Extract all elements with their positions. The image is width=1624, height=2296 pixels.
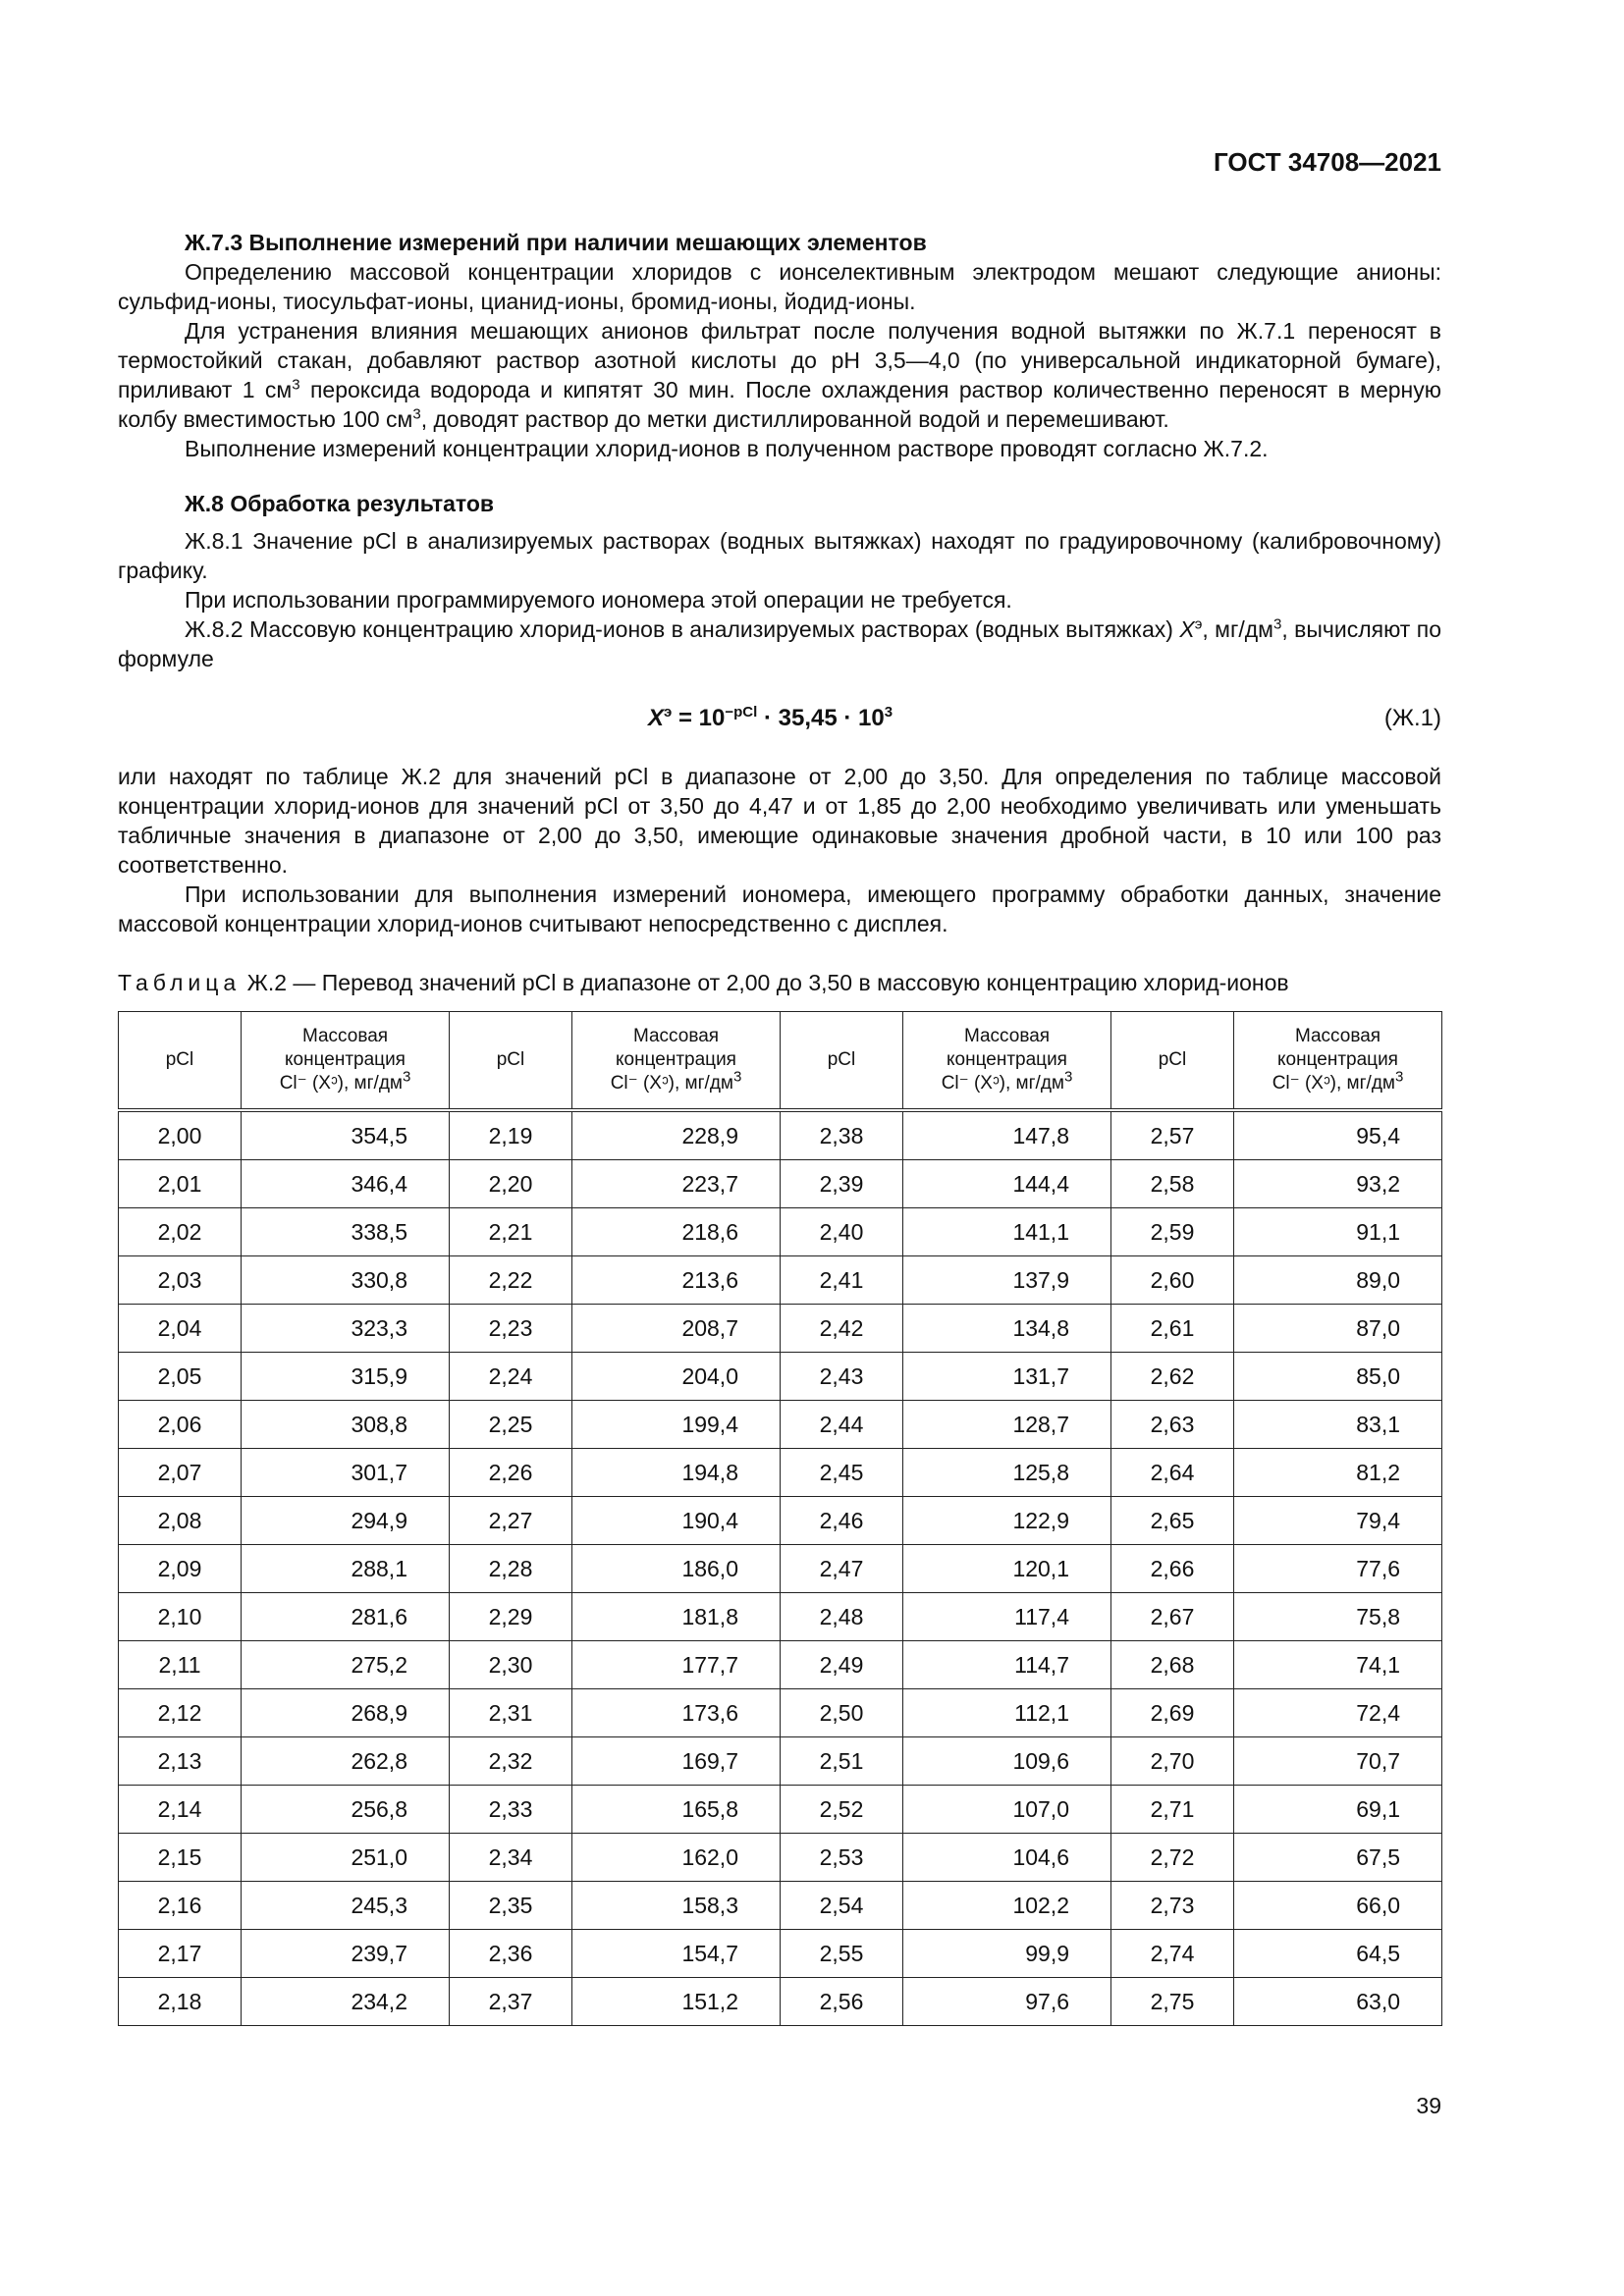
pcl-cell: 2,19 xyxy=(450,1110,572,1160)
paragraph: Ж.8.1 Значение pCl в анализируемых растворах (водных вытяжках) находят по градуировочному (калибровочному) графику. xyxy=(118,528,1441,583)
mass-concentration-cell: 330,8 xyxy=(242,1256,450,1305)
mass-concentration-cell: 87,0 xyxy=(1234,1305,1442,1353)
pcl-cell: 2,68 xyxy=(1111,1641,1234,1689)
col-header-pcl: pCl xyxy=(781,1012,903,1111)
pcl-cell: 2,35 xyxy=(450,1882,572,1930)
table-header-row xyxy=(119,1012,1442,1111)
pcl-cell: 2,08 xyxy=(119,1497,242,1545)
mass-concentration-cell: 204,0 xyxy=(572,1353,781,1401)
mass-concentration-cell: 79,4 xyxy=(1234,1497,1442,1545)
pcl-cell: 2,46 xyxy=(781,1497,903,1545)
mass-concentration-cell: 83,1 xyxy=(1234,1401,1442,1449)
pcl-cell: 2,10 xyxy=(119,1593,242,1641)
table-row xyxy=(119,1786,1442,1834)
formula-number: (Ж.1) xyxy=(1383,705,1441,731)
mass-concentration-cell: 181,8 xyxy=(572,1593,781,1641)
table-row xyxy=(119,1160,1442,1208)
mass-concentration-cell: 315,9 xyxy=(242,1353,450,1401)
mass-concentration-cell: 102,2 xyxy=(903,1882,1111,1930)
page-number: 39 xyxy=(1416,2093,1441,2118)
table-row xyxy=(119,1641,1442,1689)
col-header-pcl: pCl xyxy=(450,1012,572,1111)
mass-concentration-cell: 114,7 xyxy=(903,1641,1111,1689)
pcl-cell: 2,70 xyxy=(1111,1737,1234,1786)
pcl-cell: 2,14 xyxy=(119,1786,242,1834)
table-row xyxy=(119,1256,1442,1305)
mass-concentration-cell: 346,4 xyxy=(242,1160,450,1208)
table-row xyxy=(119,1545,1442,1593)
pcl-cell: 2,59 xyxy=(1111,1208,1234,1256)
mass-concentration-cell: 91,1 xyxy=(1234,1208,1442,1256)
pcl-cell: 2,40 xyxy=(781,1208,903,1256)
pcl-cell: 2,26 xyxy=(450,1449,572,1497)
pcl-cell: 2,65 xyxy=(1111,1497,1234,1545)
pcl-cell: 2,42 xyxy=(781,1305,903,1353)
table-row xyxy=(119,1497,1442,1545)
mass-concentration-cell: 218,6 xyxy=(572,1208,781,1256)
table-row xyxy=(119,1882,1442,1930)
table-row xyxy=(119,1305,1442,1353)
table-row xyxy=(119,1208,1442,1256)
section-after-formula xyxy=(118,762,1441,938)
pcl-cell: 2,71 xyxy=(1111,1786,1234,1834)
mass-concentration-cell: 275,2 xyxy=(242,1641,450,1689)
mass-concentration-cell: 154,7 xyxy=(572,1930,781,1978)
pcl-cell: 2,22 xyxy=(450,1256,572,1305)
pcl-cell: 2,53 xyxy=(781,1834,903,1882)
table-row xyxy=(119,1834,1442,1882)
pcl-cell: 2,05 xyxy=(119,1353,242,1401)
pcl-cell: 2,74 xyxy=(1111,1930,1234,1978)
mass-concentration-cell: 85,0 xyxy=(1234,1353,1442,1401)
mass-concentration-cell: 93,2 xyxy=(1234,1160,1442,1208)
pcl-cell: 2,61 xyxy=(1111,1305,1234,1353)
pcl-cell: 2,11 xyxy=(119,1641,242,1689)
mass-concentration-cell: 294,9 xyxy=(242,1497,450,1545)
pcl-cell: 2,03 xyxy=(119,1256,242,1305)
mass-concentration-cell: 190,4 xyxy=(572,1497,781,1545)
mass-concentration-cell: 338,5 xyxy=(242,1208,450,1256)
pcl-cell: 2,54 xyxy=(781,1882,903,1930)
mass-concentration-cell: 194,8 xyxy=(572,1449,781,1497)
pcl-cell: 2,51 xyxy=(781,1737,903,1786)
pcl-cell: 2,64 xyxy=(1111,1449,1234,1497)
mass-concentration-cell: 162,0 xyxy=(572,1834,781,1882)
mass-concentration-cell: 262,8 xyxy=(242,1737,450,1786)
mass-concentration-cell: 199,4 xyxy=(572,1401,781,1449)
formula-zh-1 xyxy=(118,705,1441,738)
section-zh-7-3 xyxy=(118,228,1441,463)
pcl-cell: 2,18 xyxy=(119,1978,242,2026)
pcl-cell: 2,55 xyxy=(781,1930,903,1978)
mass-concentration-cell: 69,1 xyxy=(1234,1786,1442,1834)
pcl-cell: 2,00 xyxy=(119,1110,242,1160)
formula-expression: $X^э = 10^{-pCl} \cdot 35,45 \cdot 10^3$ xyxy=(648,704,893,731)
pcl-cell: 2,33 xyxy=(450,1786,572,1834)
pcl-cell: 2,41 xyxy=(781,1256,903,1305)
pcl-cell: 2,58 xyxy=(1111,1160,1234,1208)
section-title-7-3: Ж.7.3 Выполнение измерений при наличии мешающих элементов xyxy=(185,230,927,255)
mass-concentration-cell: 323,3 xyxy=(242,1305,450,1353)
mass-concentration-cell: 66,0 xyxy=(1234,1882,1442,1930)
pcl-cell: 2,52 xyxy=(781,1786,903,1834)
table-row xyxy=(119,1401,1442,1449)
mass-concentration-cell: 122,9 xyxy=(903,1497,1111,1545)
paragraph: При использовании для выполнения измерений иономера, имеющего программу обработки данных, значение массовой концентрации хлорид-ионов считывают непосредственно с дисплея. xyxy=(118,881,1441,936)
pcl-cell: 2,01 xyxy=(119,1160,242,1208)
mass-concentration-cell: 99,9 xyxy=(903,1930,1111,1978)
mass-concentration-cell: 89,0 xyxy=(1234,1256,1442,1305)
pcl-cell: 2,27 xyxy=(450,1497,572,1545)
mass-concentration-cell: 141,1 xyxy=(903,1208,1111,1256)
pcl-cell: 2,72 xyxy=(1111,1834,1234,1882)
pcl-cell: 2,48 xyxy=(781,1593,903,1641)
pcl-cell: 2,69 xyxy=(1111,1689,1234,1737)
paragraph: Выполнение измерений концентрации хлорид-ионов в полученном растворе проводят согласно Ж.7.2. xyxy=(185,436,1269,461)
table-body xyxy=(119,1110,1442,2026)
col-header-pcl: pCl xyxy=(119,1012,242,1111)
pcl-cell: 2,60 xyxy=(1111,1256,1234,1305)
pcl-cell: 2,24 xyxy=(450,1353,572,1401)
paragraph: При использовании программируемого иономера этой операции не требуется. xyxy=(185,587,1012,613)
pcl-cell: 2,30 xyxy=(450,1641,572,1689)
section-zh-8 xyxy=(118,489,1441,673)
conversion-table xyxy=(118,1011,1442,2026)
mass-concentration-cell: 245,3 xyxy=(242,1882,450,1930)
pcl-cell: 2,16 xyxy=(119,1882,242,1930)
pcl-cell: 2,50 xyxy=(781,1689,903,1737)
col-header-mass: Массовая концентрация Cl⁻ (Xᵓ), $мг/дм^3$ xyxy=(1234,1012,1442,1111)
document-header: ГОСТ 34708—2021 xyxy=(1214,147,1441,177)
mass-concentration-cell: 281,6 xyxy=(242,1593,450,1641)
mass-concentration-cell: 109,6 xyxy=(903,1737,1111,1786)
mass-concentration-cell: 77,6 xyxy=(1234,1545,1442,1593)
table-row xyxy=(119,1110,1442,1160)
mass-concentration-cell: 137,9 xyxy=(903,1256,1111,1305)
mass-concentration-cell: 70,7 xyxy=(1234,1737,1442,1786)
mass-concentration-cell: 301,7 xyxy=(242,1449,450,1497)
section-title-8: Ж.8 Обработка результатов xyxy=(185,491,495,516)
mass-concentration-cell: 186,0 xyxy=(572,1545,781,1593)
mass-concentration-cell: 74,1 xyxy=(1234,1641,1442,1689)
mass-concentration-cell: 67,5 xyxy=(1234,1834,1442,1882)
pcl-cell: 2,23 xyxy=(450,1305,572,1353)
pcl-cell: 2,07 xyxy=(119,1449,242,1497)
pcl-cell: 2,44 xyxy=(781,1401,903,1449)
table-row xyxy=(119,1593,1442,1641)
pcl-cell: 2,62 xyxy=(1111,1353,1234,1401)
paragraph: Определению массовой концентрации хлоридов с ионселективным электродом мешают следующие анионы: сульфид-ионы, тиосульфат-ионы, цианид-ионы, бромид-ионы, йодид-ионы. xyxy=(118,259,1441,314)
pcl-cell: 2,36 xyxy=(450,1930,572,1978)
col-header-pcl: pCl xyxy=(1111,1012,1234,1111)
pcl-cell: 2,17 xyxy=(119,1930,242,1978)
mass-concentration-cell: 117,4 xyxy=(903,1593,1111,1641)
pcl-cell: 2,09 xyxy=(119,1545,242,1593)
pcl-cell: 2,31 xyxy=(450,1689,572,1737)
table-row xyxy=(119,1930,1442,1978)
table-row xyxy=(119,1449,1442,1497)
pcl-cell: 2,75 xyxy=(1111,1978,1234,2026)
mass-concentration-cell: 354,5 xyxy=(242,1110,450,1160)
mass-concentration-cell: 308,8 xyxy=(242,1401,450,1449)
mass-concentration-cell: 169,7 xyxy=(572,1737,781,1786)
pcl-cell: 2,34 xyxy=(450,1834,572,1882)
pcl-cell: 2,20 xyxy=(450,1160,572,1208)
pcl-cell: 2,56 xyxy=(781,1978,903,2026)
mass-concentration-cell: 134,8 xyxy=(903,1305,1111,1353)
mass-concentration-cell: 72,4 xyxy=(1234,1689,1442,1737)
mass-concentration-cell: 144,4 xyxy=(903,1160,1111,1208)
mass-concentration-cell: 131,7 xyxy=(903,1353,1111,1401)
mass-concentration-cell: 177,7 xyxy=(572,1641,781,1689)
mass-concentration-cell: 97,6 xyxy=(903,1978,1111,2026)
pcl-cell: 2,57 xyxy=(1111,1110,1234,1160)
pcl-cell: 2,47 xyxy=(781,1545,903,1593)
pcl-cell: 2,15 xyxy=(119,1834,242,1882)
mass-concentration-cell: 104,6 xyxy=(903,1834,1111,1882)
col-header-mass: Массовая концентрация Cl⁻ (Xᵓ), $мг/дм^3$ xyxy=(903,1012,1111,1111)
mass-concentration-cell: 75,8 xyxy=(1234,1593,1442,1641)
table-row xyxy=(119,1689,1442,1737)
mass-concentration-cell: 288,1 xyxy=(242,1545,450,1593)
pcl-cell: 2,37 xyxy=(450,1978,572,2026)
pcl-cell: 2,38 xyxy=(781,1110,903,1160)
col-header-mass: Массовая концентрация Cl⁻ (Xᵓ), $мг/дм^3$ xyxy=(242,1012,450,1111)
mass-concentration-cell: 165,8 xyxy=(572,1786,781,1834)
pcl-cell: 2,13 xyxy=(119,1737,242,1786)
pcl-cell: 2,06 xyxy=(119,1401,242,1449)
table-caption: Таблица Ж.2 — Перевод значений pCl в диапазоне от 2,00 до 3,50 в массовую концентрацию хлорид-ионов xyxy=(118,970,1289,995)
mass-concentration-cell: 268,9 xyxy=(242,1689,450,1737)
pcl-cell: 2,49 xyxy=(781,1641,903,1689)
mass-concentration-cell: 234,2 xyxy=(242,1978,450,2026)
pcl-cell: 2,73 xyxy=(1111,1882,1234,1930)
mass-concentration-cell: 239,7 xyxy=(242,1930,450,1978)
table-row xyxy=(119,1978,1442,2026)
mass-concentration-cell: 81,2 xyxy=(1234,1449,1442,1497)
mass-concentration-cell: 223,7 xyxy=(572,1160,781,1208)
pcl-cell: 2,28 xyxy=(450,1545,572,1593)
paragraph: Ж.8.2 Массовую концентрацию хлорид-ионов в анализируемых растворах (водных вытяжках) $X^э$, $мг/дм^3$, вычисляют по формуле xyxy=(118,615,1441,671)
mass-concentration-cell: 158,3 xyxy=(572,1882,781,1930)
pcl-cell: 2,32 xyxy=(450,1737,572,1786)
paragraph: Для устранения влияния мешающих анионов фильтрат после получения водной вытяжки по Ж.7.1 переносят в термостойкий стакан, добавляют раствор азотной кислоты до pH 3,5—4,0 (по универсальной индикаторной бумаге), приливают 1 $см^3$ пероксида водорода и кипятят 30 мин. После охлаждения раствор количественно переносят в мерную колбу вместимостью 100 $см^3$, доводят раствор до метки дистиллированной водой и перемешивают. xyxy=(118,318,1441,432)
pcl-cell: 2,02 xyxy=(119,1208,242,1256)
mass-concentration-cell: 173,6 xyxy=(572,1689,781,1737)
mass-concentration-cell: 128,7 xyxy=(903,1401,1111,1449)
mass-concentration-cell: 64,5 xyxy=(1234,1930,1442,1978)
col-header-mass: Массовая концентрация Cl⁻ (Xᵓ), $мг/дм^3$ xyxy=(572,1012,781,1111)
pcl-cell: 2,67 xyxy=(1111,1593,1234,1641)
mass-concentration-cell: 125,8 xyxy=(903,1449,1111,1497)
pcl-cell: 2,66 xyxy=(1111,1545,1234,1593)
mass-concentration-cell: 213,6 xyxy=(572,1256,781,1305)
pcl-cell: 2,39 xyxy=(781,1160,903,1208)
pcl-cell: 2,29 xyxy=(450,1593,572,1641)
paragraph: или находят по таблице Ж.2 для значений pCl в диапазоне от 2,00 до 3,50. Для определения по таблице массовой концентрации хлорид-ионов для значений pCl от 3,50 до 4,47 и от 1,85 до 2,00 необходимо увеличивать или уменьшать табличные значения в диапазоне от 2,00 до 3,50, имеющие одинаковые значения дробной части, в 10 или 100 раз соответственно. xyxy=(118,764,1441,878)
mass-concentration-cell: 151,2 xyxy=(572,1978,781,2026)
mass-concentration-cell: 251,0 xyxy=(242,1834,450,1882)
mass-concentration-cell: 95,4 xyxy=(1234,1110,1442,1160)
pcl-cell: 2,25 xyxy=(450,1401,572,1449)
mass-concentration-cell: 107,0 xyxy=(903,1786,1111,1834)
mass-concentration-cell: 120,1 xyxy=(903,1545,1111,1593)
mass-concentration-cell: 228,9 xyxy=(572,1110,781,1160)
pcl-cell: 2,21 xyxy=(450,1208,572,1256)
mass-concentration-cell: 208,7 xyxy=(572,1305,781,1353)
pcl-cell: 2,12 xyxy=(119,1689,242,1737)
mass-concentration-cell: 112,1 xyxy=(903,1689,1111,1737)
pcl-cell: 2,63 xyxy=(1111,1401,1234,1449)
table-row xyxy=(119,1737,1442,1786)
mass-concentration-cell: 256,8 xyxy=(242,1786,450,1834)
mass-concentration-cell: 63,0 xyxy=(1234,1978,1442,2026)
pcl-cell: 2,45 xyxy=(781,1449,903,1497)
mass-concentration-cell: 147,8 xyxy=(903,1110,1111,1160)
table-row xyxy=(119,1353,1442,1401)
pcl-cell: 2,43 xyxy=(781,1353,903,1401)
pcl-cell: 2,04 xyxy=(119,1305,242,1353)
